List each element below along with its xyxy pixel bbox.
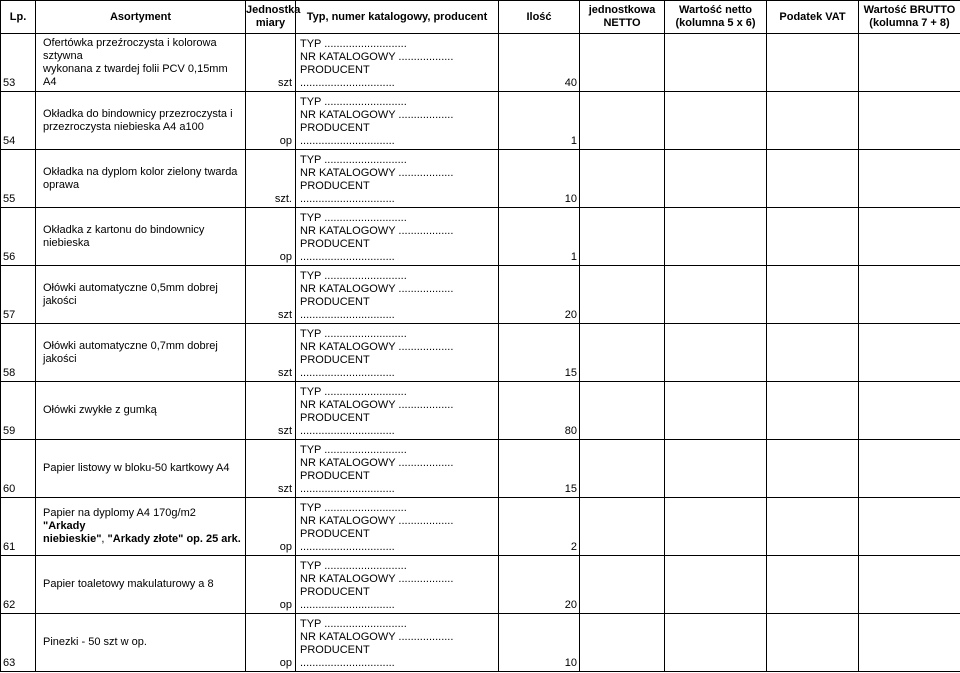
table-row (1, 498, 960, 556)
table-row (1, 266, 960, 324)
value-brutto-cell (859, 92, 960, 150)
row-number: 55 (1, 150, 36, 208)
value-netto-cell (665, 150, 767, 208)
item-name: Ofertówka przeźroczysta i kolorowa sztywna wykonana z twardej folii PCV 0,15mm A4 (36, 34, 246, 92)
type-catalog-producer: TYP ........................... NR KATALOGOWY .................. PRODUCENT ............................... (296, 34, 499, 92)
vat-cell (767, 266, 859, 324)
value-brutto-cell (859, 382, 960, 440)
value-brutto-cell (859, 34, 960, 92)
item-name: Ołówki zwykłe z gumką (36, 382, 246, 440)
unit-price-netto-cell (580, 324, 665, 382)
vat-cell (767, 34, 859, 92)
unit-price-netto-cell (580, 440, 665, 498)
unit-price-netto-cell (580, 382, 665, 440)
table-row (1, 382, 960, 440)
quantity: 1 (499, 208, 580, 266)
row-number: 56 (1, 208, 36, 266)
quantity: 10 (499, 614, 580, 672)
table-row (1, 556, 960, 614)
type-catalog-producer: TYP ........................... NR KATALOGOWY .................. PRODUCENT ............................... (296, 440, 499, 498)
table-row (1, 208, 960, 266)
item-name: Ołówki automatyczne 0,7mm dobrej jakości (36, 324, 246, 382)
quantity: 1 (499, 92, 580, 150)
quantity: 15 (499, 324, 580, 382)
unit-of-measure: szt (246, 324, 296, 382)
vat-cell (767, 498, 859, 556)
table-row (1, 92, 960, 150)
value-netto-cell (665, 266, 767, 324)
value-netto-cell (665, 208, 767, 266)
type-catalog-producer: TYP ........................... NR KATALOGOWY .................. PRODUCENT ............................... (296, 498, 499, 556)
quantity: 10 (499, 150, 580, 208)
table-row (1, 150, 960, 208)
unit-of-measure: op (246, 614, 296, 672)
table-row (1, 34, 960, 92)
row-number: 53 (1, 34, 36, 92)
table-row (1, 324, 960, 382)
unit-of-measure: szt (246, 440, 296, 498)
unit-of-measure: op (246, 498, 296, 556)
type-catalog-producer: TYP ........................... NR KATALOGOWY .................. PRODUCENT ............................... (296, 92, 499, 150)
table-row (1, 440, 960, 498)
unit-of-measure: szt. (246, 150, 296, 208)
type-catalog-producer: TYP ........................... NR KATALOGOWY .................. PRODUCENT ............................... (296, 382, 499, 440)
value-netto-cell (665, 556, 767, 614)
type-catalog-producer: TYP ........................... NR KATALOGOWY .................. PRODUCENT ............................... (296, 556, 499, 614)
unit-of-measure: op (246, 92, 296, 150)
vat-cell (767, 614, 859, 672)
row-number: 54 (1, 92, 36, 150)
header-asortyment: Asortyment (36, 1, 246, 34)
unit-of-measure: szt (246, 382, 296, 440)
row-number: 57 (1, 266, 36, 324)
unit-price-netto-cell (580, 208, 665, 266)
item-name: Okładka na dyplom kolor zielony twarda oprawa (36, 150, 246, 208)
item-name: Papier na dyplomy A4 170g/m2 "Arkady niebieskie", "Arkady złote" op. 25 ark. (36, 498, 246, 556)
unit-price-netto-cell (580, 556, 665, 614)
unit-price-netto-cell (580, 150, 665, 208)
unit-price-netto-cell (580, 498, 665, 556)
type-catalog-producer: TYP ........................... NR KATALOGOWY .................. PRODUCENT ............................... (296, 324, 499, 382)
header-vat: Podatek VAT (767, 1, 859, 34)
header-brutto: Wartość BRUTTO (kolumna 7 + 8) (859, 1, 960, 34)
value-brutto-cell (859, 498, 960, 556)
item-name: Papier listowy w bloku-50 kartkowy A4 (36, 440, 246, 498)
vat-cell (767, 208, 859, 266)
value-brutto-cell (859, 556, 960, 614)
value-brutto-cell (859, 208, 960, 266)
row-number: 59 (1, 382, 36, 440)
header-lp: Lp. (1, 1, 36, 34)
unit-price-netto-cell (580, 34, 665, 92)
unit-price-netto-cell (580, 266, 665, 324)
row-number: 62 (1, 556, 36, 614)
unit-of-measure: op (246, 208, 296, 266)
item-name: Pinezki - 50 szt w op. (36, 614, 246, 672)
unit-price-netto-cell (580, 92, 665, 150)
table-row (1, 614, 960, 672)
row-number: 60 (1, 440, 36, 498)
value-netto-cell (665, 34, 767, 92)
value-netto-cell (665, 92, 767, 150)
row-number: 63 (1, 614, 36, 672)
value-brutto-cell (859, 614, 960, 672)
row-number: 58 (1, 324, 36, 382)
header-netto: Wartość netto (kolumna 5 x 6) (665, 1, 767, 34)
value-netto-cell (665, 498, 767, 556)
value-brutto-cell (859, 150, 960, 208)
type-catalog-producer: TYP ........................... NR KATALOGOWY .................. PRODUCENT ............................... (296, 208, 499, 266)
value-netto-cell (665, 324, 767, 382)
header-row (1, 1, 960, 34)
quantity: 40 (499, 34, 580, 92)
quantity: 2 (499, 498, 580, 556)
unit-price-netto-cell (580, 614, 665, 672)
vat-cell (767, 324, 859, 382)
row-number: 61 (1, 498, 36, 556)
quantity: 80 (499, 382, 580, 440)
header-jednostka: Jednostka miary (246, 1, 296, 34)
value-brutto-cell (859, 440, 960, 498)
quantity: 20 (499, 556, 580, 614)
vat-cell (767, 92, 859, 150)
value-brutto-cell (859, 324, 960, 382)
value-brutto-cell (859, 266, 960, 324)
unit-of-measure: szt (246, 266, 296, 324)
type-catalog-producer: TYP ........................... NR KATALOGOWY .................. PRODUCENT ............................... (296, 614, 499, 672)
header-typ: Typ, numer katalogowy, producent (296, 1, 499, 34)
vat-cell (767, 150, 859, 208)
item-name: Papier toaletowy makulaturowy a 8 (36, 556, 246, 614)
header-cena: jednostkowa NETTO (580, 1, 665, 34)
vat-cell (767, 382, 859, 440)
quantity: 15 (499, 440, 580, 498)
type-catalog-producer: TYP ........................... NR KATALOGOWY .................. PRODUCENT ............................... (296, 150, 499, 208)
item-name: Okładka do bindownicy przezroczysta i przezroczysta niebieska A4 a100 (36, 92, 246, 150)
vat-cell (767, 440, 859, 498)
unit-of-measure: op (246, 556, 296, 614)
item-name: Ołówki automatyczne 0,5mm dobrej jakości (36, 266, 246, 324)
value-netto-cell (665, 382, 767, 440)
vat-cell (767, 556, 859, 614)
item-name: Okładka z kartonu do bindownicy niebieska (36, 208, 246, 266)
value-netto-cell (665, 614, 767, 672)
quantity: 20 (499, 266, 580, 324)
unit-of-measure: szt (246, 34, 296, 92)
header-ilosc: Ilość (499, 1, 580, 34)
value-netto-cell (665, 440, 767, 498)
type-catalog-producer: TYP ........................... NR KATALOGOWY .................. PRODUCENT ............................... (296, 266, 499, 324)
